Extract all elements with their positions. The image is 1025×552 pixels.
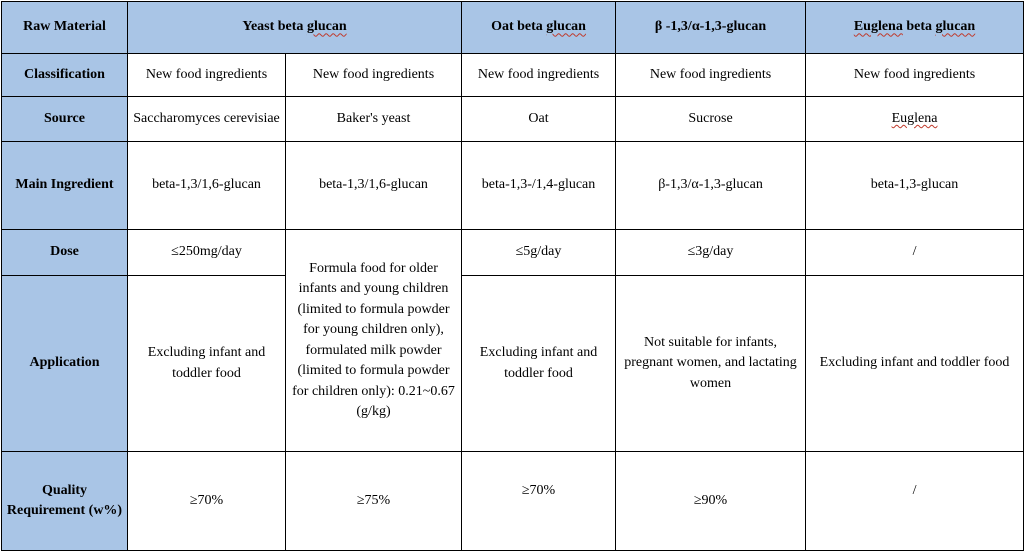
oat-beta-glucan-text: Oat beta [491, 19, 547, 35]
dose-yeast-1: ≤250mg/day [128, 230, 286, 276]
quality-beta-alpha: ≥90% [616, 452, 806, 551]
quality-yeast-2: ≥75% [286, 452, 462, 551]
quality-yeast-1: ≥70% [128, 452, 286, 551]
classification-row [2, 54, 1024, 97]
yeast-beta-glucan-text: Yeast beta [242, 19, 307, 35]
application-oat: Excluding infant and toddler food [462, 276, 616, 452]
classification-yeast-1: New food ingredients [128, 54, 286, 97]
beta-glucan-comparison-table [1, 1, 1024, 551]
main-ingredient-label: Main Ingredient [2, 142, 128, 230]
main-ingredient-euglena: beta-1,3-glucan [806, 142, 1024, 230]
application-label: Application [2, 276, 128, 452]
source-label: Source [2, 97, 128, 142]
euglena-beta-glucan-header [806, 2, 1024, 54]
dose-oat: ≤5g/day [462, 230, 616, 276]
main-ingredient-row [2, 142, 1024, 230]
classification-oat: New food ingredients [462, 54, 616, 97]
dose-euglena: / [806, 230, 1024, 276]
euglena-beta-text: beta [902, 19, 936, 35]
classification-label: Classification [2, 54, 128, 97]
application-beta-alpha: Not suitable for infants, pregnant women, and lactating women [616, 276, 806, 452]
classification-beta-alpha: New food ingredients [616, 54, 806, 97]
yeast-beta-glucan-header [128, 2, 462, 54]
beta-alpha-glucan-header: β -1,3/α-1,3-glucan [616, 2, 806, 54]
yeast-glucan-word: glucan [306, 19, 347, 35]
source-oat: Oat [462, 97, 616, 142]
application-yeast-1: Excluding infant and toddler food [128, 276, 286, 452]
quality-euglena-cell [806, 452, 1024, 551]
source-row [2, 97, 1024, 142]
quality-euglena: / [912, 482, 917, 498]
quality-oat-cell [462, 452, 616, 551]
dose-label: Dose [2, 230, 128, 276]
oat-beta-glucan-header [462, 2, 616, 54]
source-yeast-2: Baker's yeast [286, 97, 462, 142]
oat-glucan-word: glucan [546, 19, 586, 35]
quality-oat: ≥70% [521, 482, 556, 498]
classification-euglena: New food ingredients [806, 54, 1024, 97]
quality-label: Quality Requirement (w%) [2, 452, 128, 551]
quality-row [2, 452, 1024, 551]
classification-yeast-2: New food ingredients [286, 54, 462, 97]
main-ingredient-beta-alpha: β-1,3/α-1,3-glucan [616, 142, 806, 230]
application-row [2, 276, 1024, 452]
main-ingredient-yeast-2: beta-1,3/1,6-glucan [286, 142, 462, 230]
raw-material-header: Raw Material [2, 2, 128, 54]
application-euglena: Excluding infant and toddler food [806, 276, 1024, 452]
source-yeast-1: Saccharomyces cerevisiae [128, 97, 286, 142]
header-row [2, 2, 1024, 54]
dose-row [2, 230, 1024, 276]
source-euglena-cell [806, 97, 1024, 142]
application-yeast-2: Formula food for older infants and young children (limited to formula powder for young children only), formulated milk powder (limited to formula powder for children only): 0.21~0.67 (g/kg) [286, 230, 462, 452]
source-beta-alpha: Sucrose [616, 97, 806, 142]
dose-beta-alpha: ≤3g/day [616, 230, 806, 276]
euglena-glucan-word: glucan [935, 19, 976, 35]
source-euglena: Euglena [891, 110, 938, 126]
euglena-word: Euglena [853, 19, 903, 35]
main-ingredient-oat: beta-1,3-/1,4-glucan [462, 142, 616, 230]
main-ingredient-yeast-1: beta-1,3/1,6-glucan [128, 142, 286, 230]
